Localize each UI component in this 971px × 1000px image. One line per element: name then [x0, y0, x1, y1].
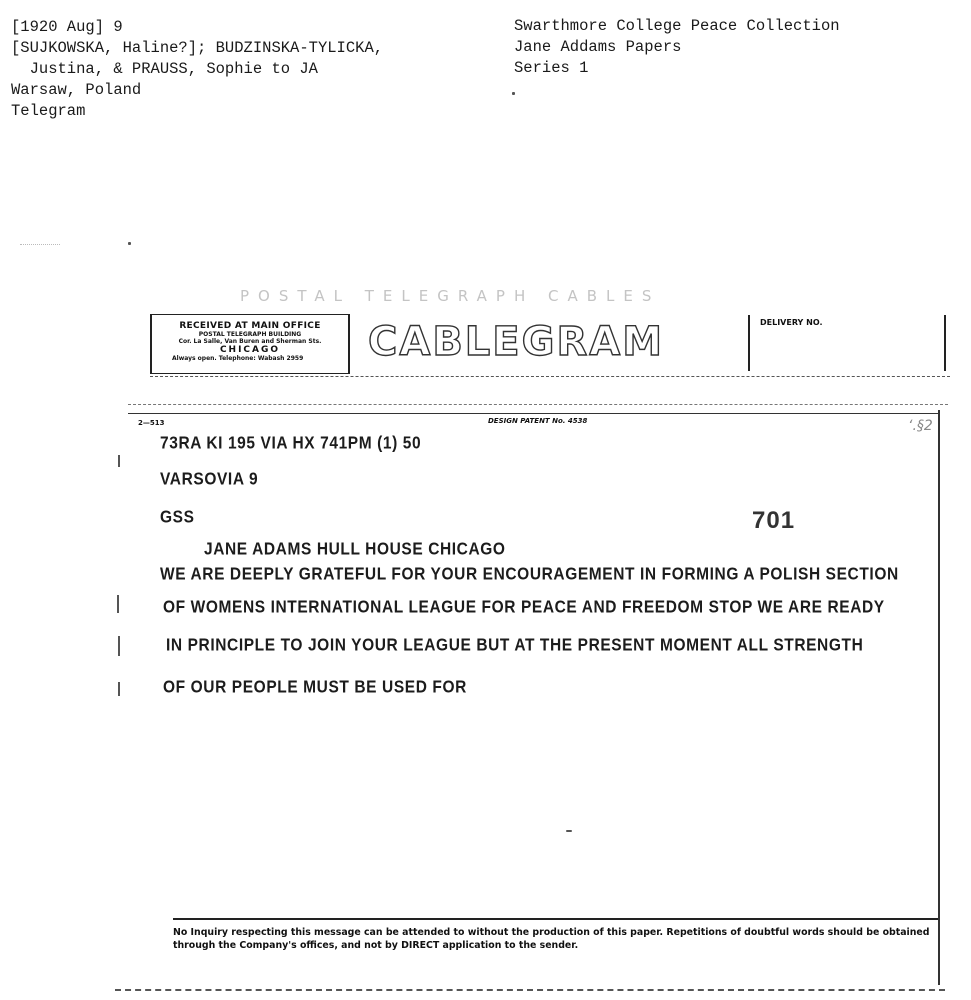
left-margin-mark [118, 636, 120, 656]
archival-header-left [11, 17, 383, 122]
telegram-body-line3: IN PRINCIPLE TO JOIN YOUR LEAGUE BUT AT THE PRESENT MOMENT ALL STRENGTH [166, 636, 864, 656]
company-name-faded: POSTAL TELEGRAPH CABLES [240, 287, 661, 305]
received-line4: CHICAGO [219, 345, 281, 355]
cablegram-title-text: CABLEGRAM [368, 319, 665, 365]
form-rule-top [150, 376, 950, 377]
form-right-border [938, 410, 940, 985]
received-line2: POSTAL TELEGRAPH BUILDING [198, 331, 302, 338]
telegram-origin: VARSOVIA 9 [160, 470, 259, 490]
header-series: Series 1 [514, 59, 589, 77]
form-number: 2—513 [138, 419, 165, 427]
telegram-header-line: 73RA KI 195 VIA HX 741PM (1) 50 [160, 434, 422, 454]
archival-header-right [514, 16, 840, 79]
delivery-box [748, 315, 946, 371]
handwritten-number: 701 [752, 507, 796, 534]
footer-line1: No Inquiry respecting this message can be attended to without the production of this paper. Repetitions of doubtful words should be obtained [173, 927, 930, 938]
scan-edge-mark [20, 244, 60, 245]
stray-mark [128, 242, 131, 245]
header-correspondents: [SUJKOWSKA, Haline?]; BUDZINSKA-TYLICKA, [11, 39, 384, 57]
footer-rule [173, 918, 938, 920]
form-rule-mid [128, 404, 948, 405]
received-line3: Cor. La Salle, Van Buren and Sherman Sts. [178, 338, 322, 345]
stray-mark [566, 830, 572, 832]
telegram-body-line1: WE ARE DEEPLY GRATEFUL FOR YOUR ENCOURAGEMENT IN FORMING A POLISH SECTION [160, 565, 899, 585]
design-patent: DESIGN PATENT No. 4538 [488, 417, 588, 425]
header-doctype: Telegram [11, 102, 86, 120]
cablegram-title [368, 318, 728, 366]
telegram-code: GSS [160, 508, 195, 528]
left-margin-mark [118, 455, 120, 467]
delivery-label: DELIVERY NO. [760, 318, 823, 327]
telegram-body-line4: OF OUR PEOPLE MUST BE USED FOR [163, 678, 467, 698]
stray-mark [512, 92, 515, 95]
header-collection: Swarthmore College Peace Collection [514, 17, 840, 35]
bottom-scan-rule [115, 989, 945, 991]
corner-handwriting: ‘.§2 [908, 418, 933, 434]
telegram-address: JANE ADAMS HULL HOUSE CHICAGO [204, 540, 506, 560]
left-margin-mark [117, 595, 119, 613]
received-line1: RECEIVED AT MAIN OFFICE [179, 321, 321, 331]
received-line5: Always open. Telephone: Wabash 2959 [172, 355, 304, 362]
telegram-body-line2: OF WOMENS INTERNATIONAL LEAGUE FOR PEACE AND FREEDOM STOP WE ARE READY [163, 598, 885, 618]
received-at-box [150, 314, 350, 374]
footer-notice [173, 926, 933, 952]
header-place: Warsaw, Poland [11, 81, 142, 99]
left-margin-mark [118, 682, 120, 696]
header-date: [1920 Aug] 9 [11, 18, 123, 36]
header-correspondents-cont: Justina, & PRAUSS, Sophie to JA [11, 60, 318, 78]
footer-line2: through the Company's offices, and not by DIRECT application to the sender. [173, 940, 579, 951]
form-rule-body [128, 413, 940, 414]
header-papers: Jane Addams Papers [514, 38, 682, 56]
